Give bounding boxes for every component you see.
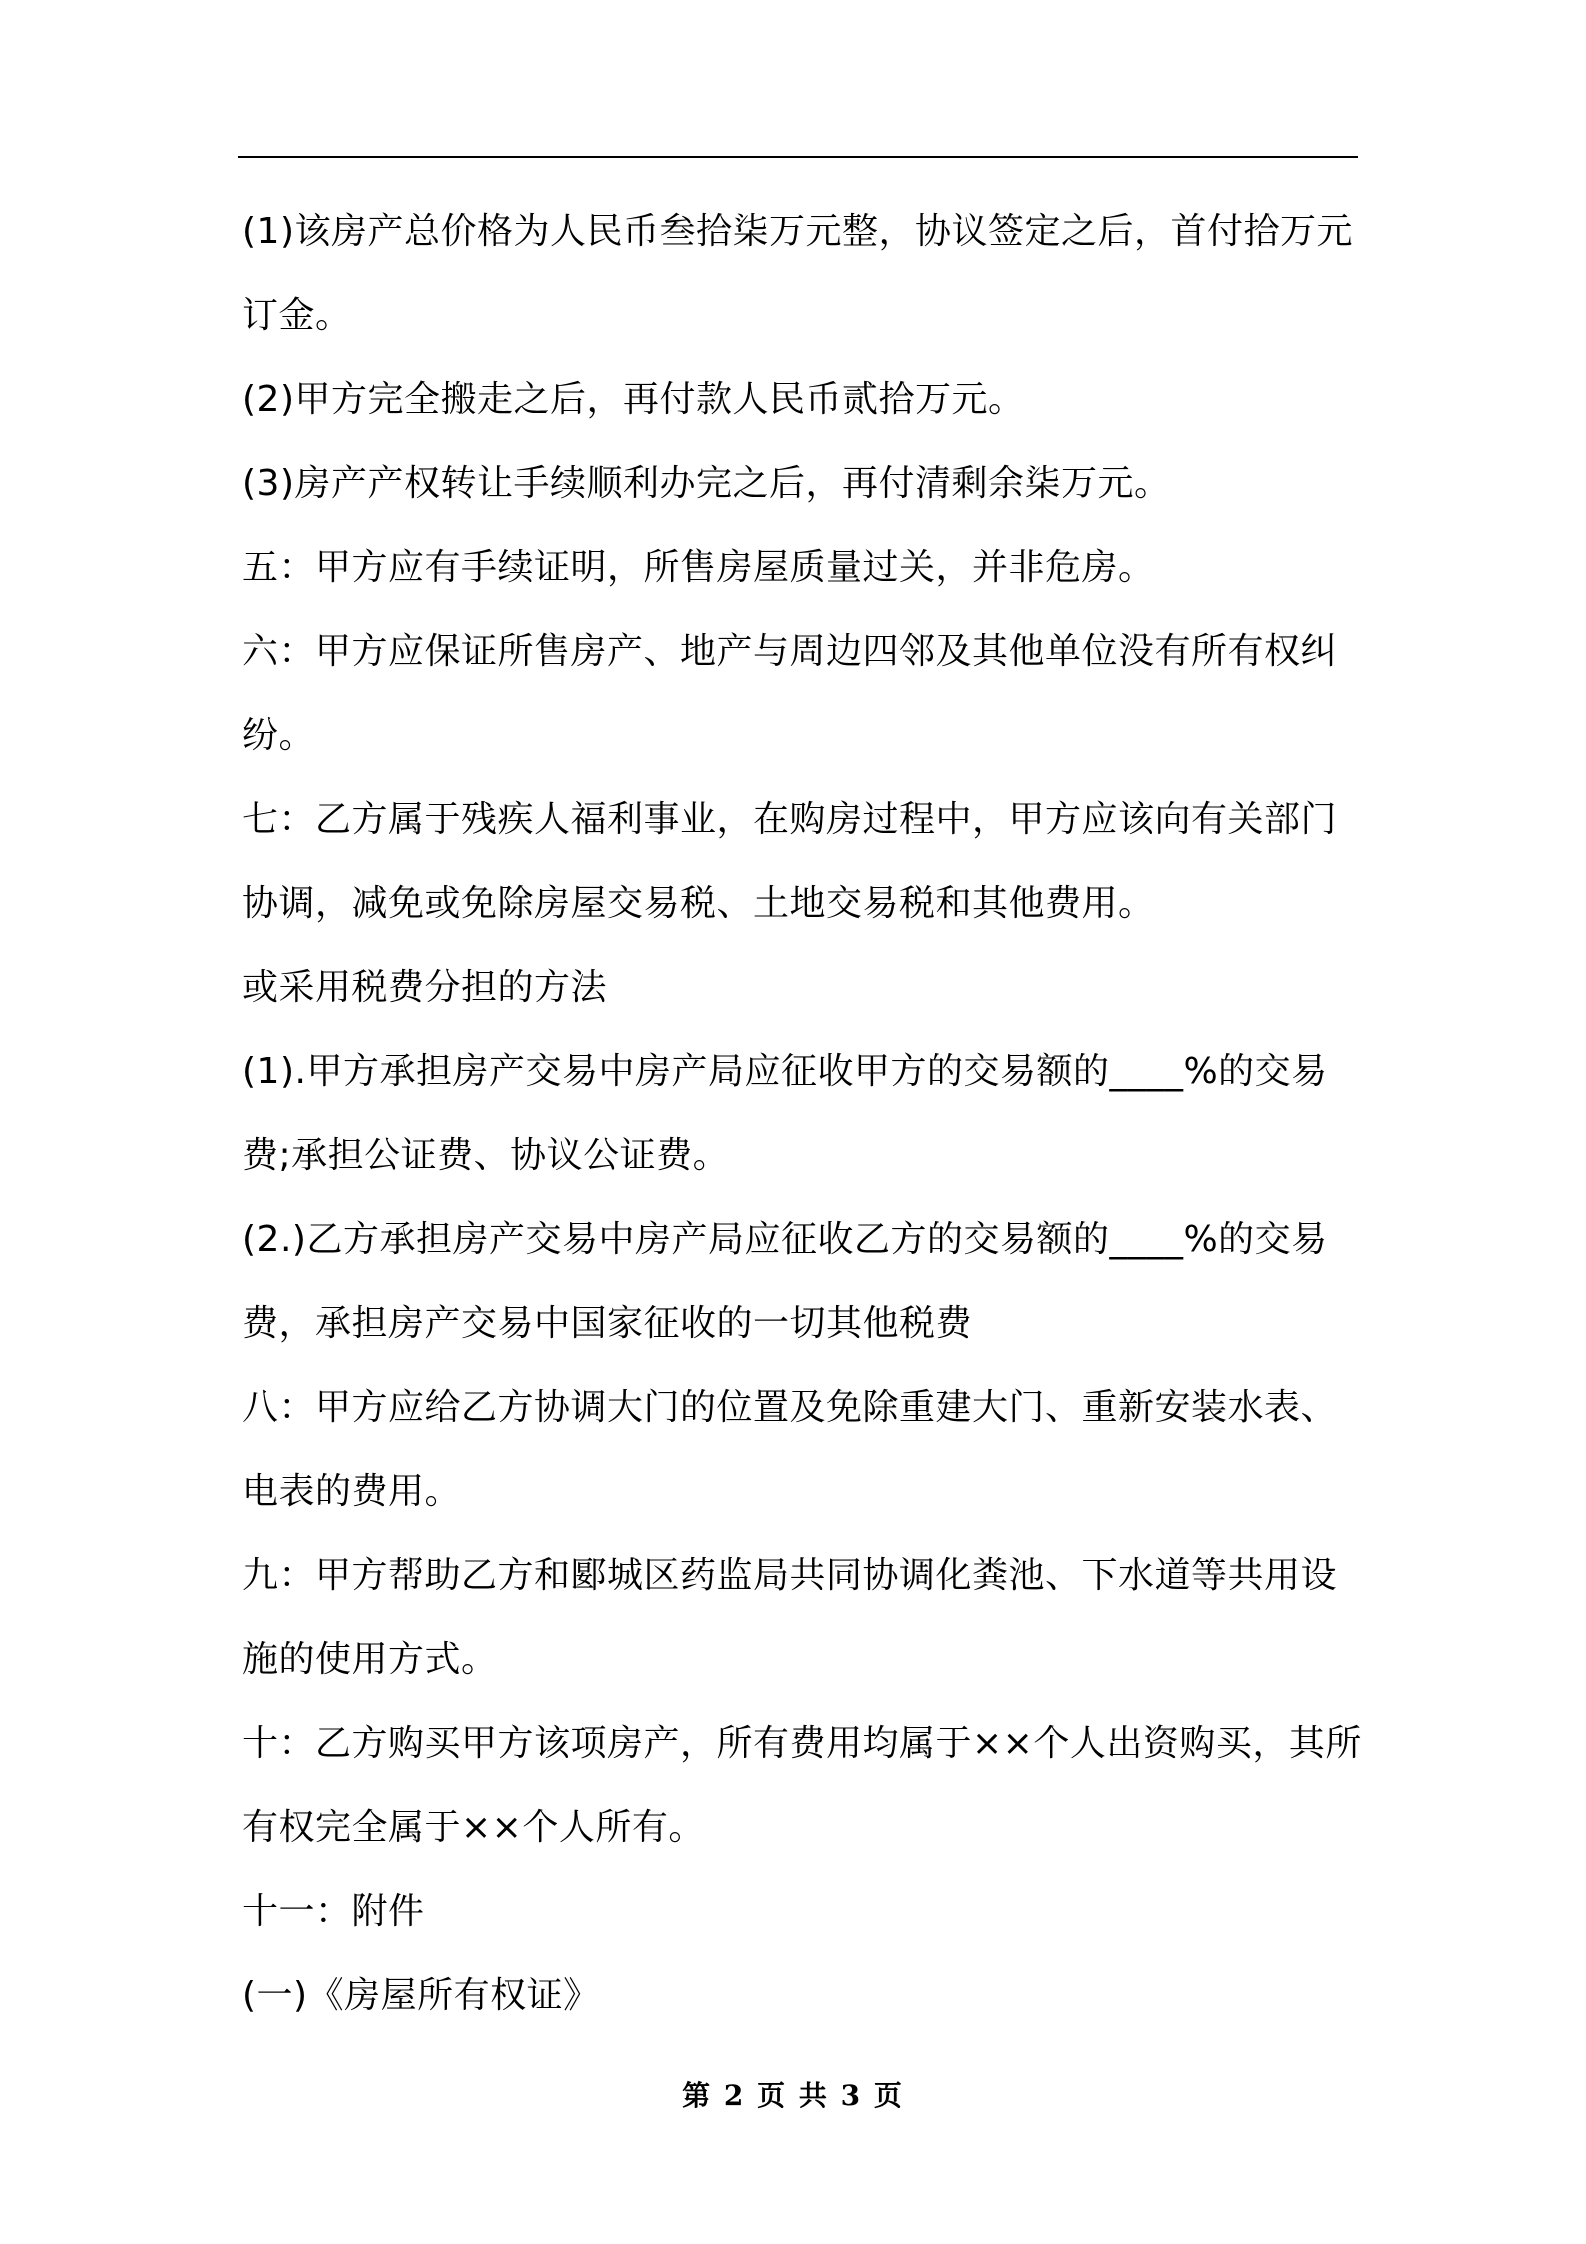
paragraph-clause-11: 十一：附件 xyxy=(242,1891,425,1932)
paragraph-tax-method: 或采用税费分担的方法 xyxy=(242,967,608,1008)
paragraph-clause-10: 十：乙方购买甲方该项房产，所有费用均属于××个人出资购买，其所有权完全属于××个人所有。 xyxy=(242,1723,1362,1848)
paragraph-payment-3: (3)房产产权转让手续顺利办完之后，再付清剩余柒万元。 xyxy=(242,463,1171,504)
paragraph-payment-1: (1)该房产总价格为人民币叁拾柒万元整，协议签定之后，首付拾万元订金。 xyxy=(242,211,1353,336)
header-rule xyxy=(238,156,1358,158)
page-number: 第 2 页 共 3 页 xyxy=(682,2079,904,2112)
document-body xyxy=(242,190,1362,2038)
paragraph-clause-7: 七：乙方属于残疾人福利事业，在购房过程中，甲方应该向有关部门协调，减免或免除房屋交易税、土地交易税和其他费用。 xyxy=(242,799,1338,924)
paragraph-clause-6: 六：甲方应保证所售房产、地产与周边四邻及其他单位没有所有权纠纷。 xyxy=(242,631,1338,756)
paragraph-clause-8: 八：甲方应给乙方协调大门的位置及免除重建大门、重新安装水表、电表的费用。 xyxy=(242,1387,1338,1512)
paragraph-tax-1: (1).甲方承担房产交易中房产局应征收甲方的交易额的____%的交易费;承担公证费、协议公证费。 xyxy=(242,1051,1328,1176)
paragraph-payment-2: (2)甲方完全搬走之后，再付款人民币贰拾万元。 xyxy=(242,379,1025,420)
paragraph-tax-2: (2.)乙方承担房产交易中房产局应征收乙方的交易额的____%的交易费，承担房产交易中国家征收的一切其他税费 xyxy=(242,1219,1328,1344)
paragraph-attachment-1: (一)《房屋所有权证》 xyxy=(242,1975,600,2016)
paragraph-clause-5: 五：甲方应有手续证明，所售房屋质量过关，并非危房。 xyxy=(242,547,1155,588)
paragraph-clause-9: 九：甲方帮助乙方和郾城区药监局共同协调化粪池、下水道等共用设施的使用方式。 xyxy=(242,1555,1338,1680)
